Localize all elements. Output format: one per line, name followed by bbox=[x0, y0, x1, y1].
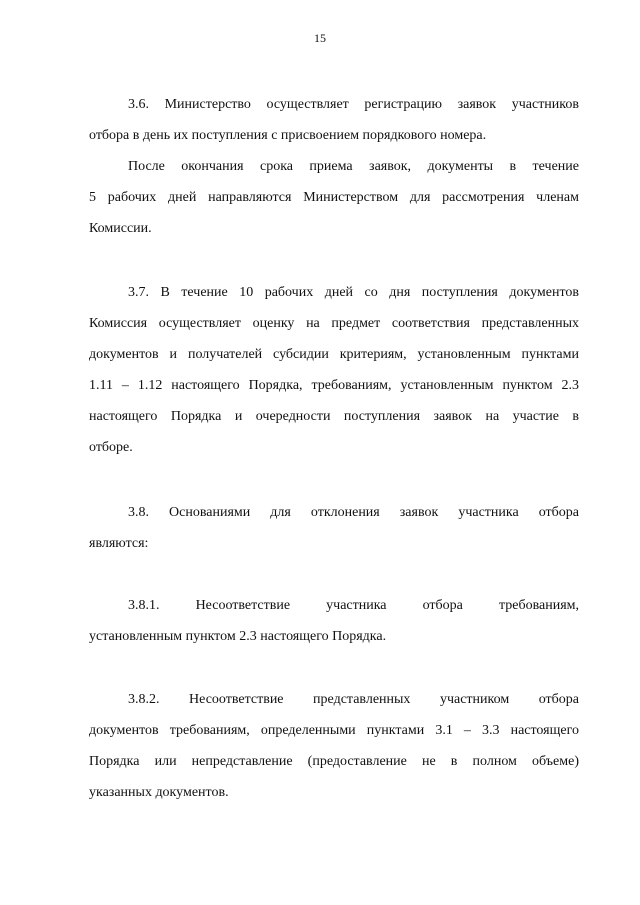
paragraph-3-8 bbox=[89, 497, 579, 559]
paragraph-3-8-1 bbox=[89, 590, 579, 652]
text-line: 1.11 – 1.12 настоящего Порядка, требованиям, установленным пунктом 2.3 bbox=[89, 378, 579, 393]
text-line: 3.8.1. Несоответствие участника отбора требованиям, bbox=[128, 598, 579, 613]
text-line: 5 рабочих дней направляются Министерством для рассмотрения членам bbox=[89, 190, 579, 205]
text-line: Порядка или непредставление (предоставление не в полном объеме) bbox=[89, 754, 579, 769]
text-line: документов требованиям, определенными пунктами 3.1 – 3.3 настоящего bbox=[89, 723, 579, 738]
text-line: 3.6. Министерство осуществляет регистрацию заявок участников bbox=[128, 97, 579, 112]
text-line: 3.7. В течение 10 рабочих дней со дня поступления документов bbox=[128, 285, 579, 300]
text-line: Комиссии. bbox=[89, 221, 152, 236]
text-line: отбора в день их поступления с присвоением порядкового номера. bbox=[89, 128, 487, 143]
text-line: отборе. bbox=[89, 440, 133, 455]
text-line: указанных документов. bbox=[89, 785, 229, 800]
paragraph-3-6-continued bbox=[89, 151, 579, 244]
text-line: 3.8. Основаниями для отклонения заявок участника отбора bbox=[128, 505, 579, 520]
text-line: настоящего Порядка и очередности поступления заявок на участие в bbox=[89, 409, 579, 424]
paragraph-3-6 bbox=[89, 89, 579, 151]
text-line: Комиссия осуществляет оценку на предмет соответствия представленных bbox=[89, 316, 579, 331]
text-line: являются: bbox=[89, 536, 149, 551]
paragraph-3-8-2 bbox=[89, 684, 579, 808]
page-number: 15 bbox=[314, 31, 326, 45]
text-line: 3.8.2. Несоответствие представленных участником отбора bbox=[128, 692, 579, 707]
text-line: После окончания срока приема заявок, документы в течение bbox=[128, 159, 579, 174]
text-line: документов и получателей субсидии критериям, установленным пунктами bbox=[89, 347, 579, 362]
paragraph-3-7 bbox=[89, 277, 579, 463]
text-line: установленным пунктом 2.3 настоящего Порядка. bbox=[89, 629, 387, 644]
